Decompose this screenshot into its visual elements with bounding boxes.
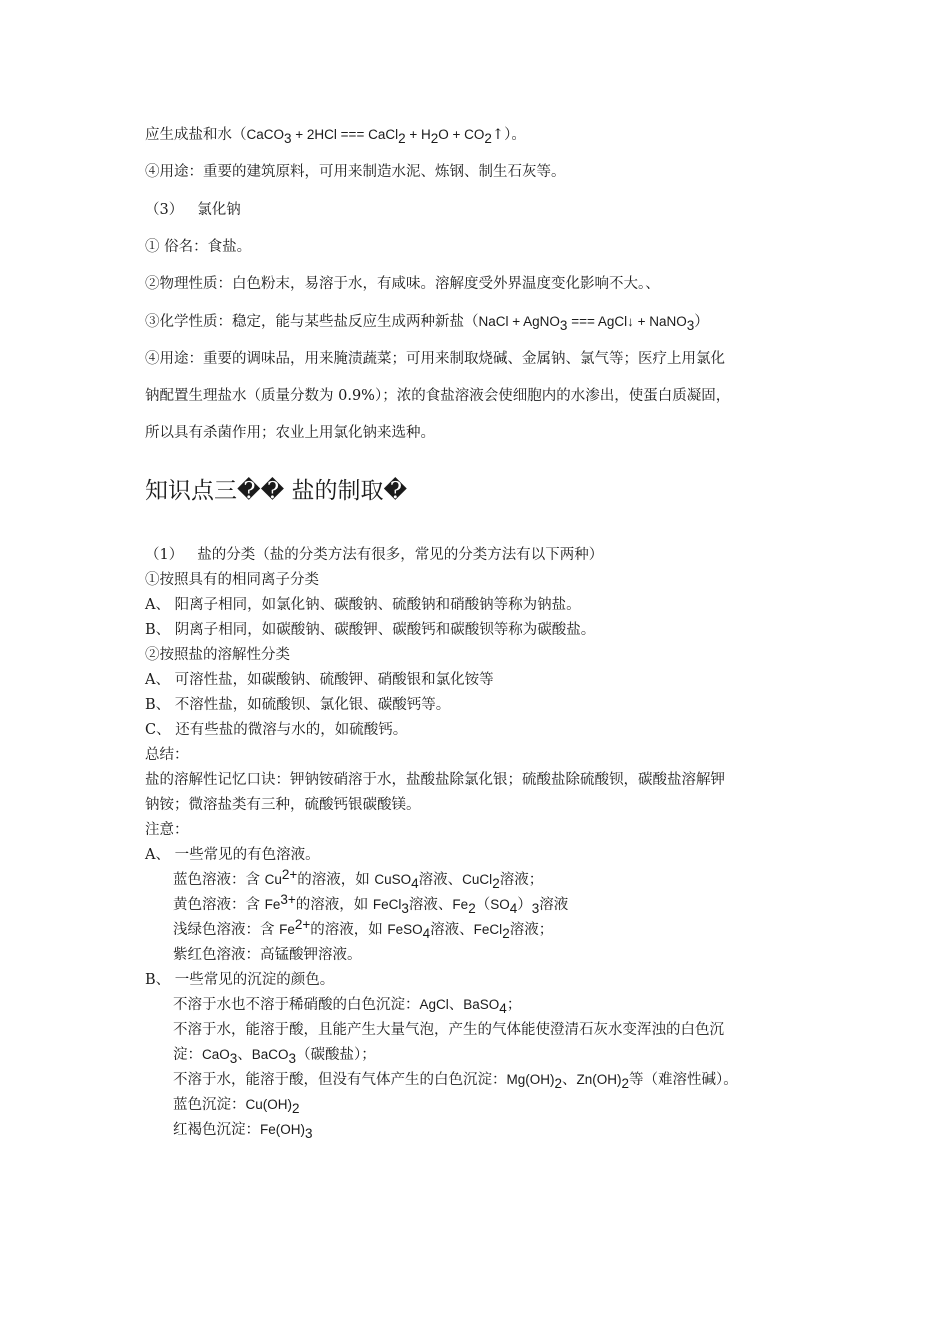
text-run: 应生成盐和水（ <box>145 127 247 143</box>
formula-run: NaCl + AgNO <box>478 314 560 329</box>
text-line <box>145 201 241 219</box>
formula-run: Mg(OH) <box>506 1072 555 1087</box>
text-line: 钠铵；微溶盐类有三种，硫酸钙银碳酸镁。 <box>145 797 421 813</box>
text-run: 、 <box>448 997 464 1013</box>
text-line: A、 一些常见的有色溶液。 <box>145 847 320 863</box>
text-line: 不溶于水，能溶于酸，且能产生大量气泡，产生的气体能使澄清石灰水变浑浊的白色沉 <box>173 1022 724 1038</box>
text-run: ； <box>506 997 522 1013</box>
text-run: 浅绿色溶液：含 <box>173 922 280 938</box>
formula-run: BaSO <box>463 997 500 1012</box>
superscript: 3+ <box>280 892 296 907</box>
text-line: ①按照具有的相同离子分类 <box>145 572 319 588</box>
text-run: ） <box>517 897 532 913</box>
text-run: ） <box>694 314 709 330</box>
text-run: 溶液、 <box>418 872 463 888</box>
text-run: 盐的分类（盐的分类方法有很多，常见的分类方法有以下两种） <box>197 547 604 563</box>
formula-run: + 2HCl === CaCl <box>291 127 399 142</box>
formula-run: FeCl <box>473 922 503 937</box>
subscript: 2 <box>621 1076 630 1091</box>
text-run: ）。 <box>504 127 526 143</box>
subscript: 2 <box>292 1101 300 1116</box>
subscript: 2 <box>484 131 492 146</box>
text-line: 盐的溶解性记忆口诀：钾钠铵硝溶于水，盐酸盐除氯化银；硫酸盐除硫酸钡，碳酸盐溶解钾 <box>145 772 725 788</box>
text-run: 溶液、 <box>430 922 474 938</box>
subscript: 3 <box>559 318 568 333</box>
formula-run: FeCl <box>372 897 402 912</box>
formula-run: Fe <box>452 897 469 912</box>
formula-run: Zn(OH) <box>576 1072 622 1087</box>
formula-run: === AgCl↓ + NaNO <box>567 314 687 329</box>
text-run: 的溶液，如 <box>297 872 375 888</box>
text-run: 淀： <box>173 1047 202 1063</box>
subscript: 2 <box>492 876 500 891</box>
text-run: 溶液； <box>509 922 554 938</box>
text-line: C、 还有些盐的微溶与水的，如硫酸钙。 <box>145 722 408 738</box>
subscript: 4 <box>509 901 518 916</box>
text-run: 溶液； <box>499 872 544 888</box>
subscript: 3 <box>288 1051 297 1066</box>
formula-run: SO <box>490 897 510 912</box>
formula-run: Fe <box>279 922 295 937</box>
subscript: 4 <box>422 926 431 941</box>
text-line <box>173 1046 376 1064</box>
gas-arrow: ↑ <box>491 127 505 143</box>
text-line: A、 阳离子相同，如氯化钠、碳酸钠、硫酸钠和硝酸钠等称为钠盐。 <box>145 597 581 613</box>
formula-run: FeSO <box>387 922 423 937</box>
text-line: B、 阴离子相同，如碳酸钠、碳酸钾、碳酸钙和碳酸钡等称为碳酸盐。 <box>145 622 596 638</box>
text-run: ③化学性质：稳定，能与某些盐反应生成两种新盐（ <box>145 314 479 330</box>
text-run: 的溶液，如 <box>295 897 373 913</box>
formula-run: Fe(OH) <box>260 1122 305 1137</box>
text-line: ②按照盐的溶解性分类 <box>145 647 290 663</box>
text-line: ④用途：重要的建筑原料，可用来制造水泥、炼钢、制生石灰等。 <box>145 164 566 180</box>
text-line <box>173 1121 313 1139</box>
text-run: 蓝色溶液：含 <box>173 872 265 888</box>
text-line: 总结： <box>145 747 189 763</box>
text-line: B、 不溶性盐，如硫酸钡、氯化银、碳酸钙等。 <box>145 697 451 713</box>
subscript: 2 <box>502 926 510 941</box>
text-line: ④用途：重要的调味品，用来腌渍蔬菜；可用来制取烧碱、金属钠、氯气等；医疗上用氯化 <box>145 351 725 367</box>
text-line: 紫红色溶液：高锰酸钾溶液。 <box>173 947 362 963</box>
text-line <box>145 126 526 144</box>
text-run: 的溶液，如 <box>310 922 388 938</box>
text-line: ②物理性质：白色粉末，易溶于水，有咸味。溶解度受外界温度变化影响不大。、 <box>145 276 660 292</box>
subscript: 2 <box>398 131 406 146</box>
text-run: 等（难溶性碱）。 <box>629 1072 738 1088</box>
formula-run: BaCO <box>251 1047 289 1062</box>
section-title: 氯化钠 <box>197 202 241 218</box>
text-line: ① 俗名：食盐。 <box>145 239 252 255</box>
formula-run: Cu(OH) <box>245 1097 292 1112</box>
subscript: 2 <box>554 1076 563 1091</box>
formula-run: CuCl <box>462 872 493 887</box>
text-line <box>173 917 554 941</box>
subscript: 2 <box>430 131 439 146</box>
text-line <box>173 996 521 1014</box>
formula-run: CaO <box>202 1047 230 1062</box>
section-heading: 知识点三�� 盐的制取� <box>145 478 408 504</box>
text-run: （碳酸盐）； <box>296 1047 376 1063</box>
subscript: 4 <box>411 876 419 891</box>
formula-run: O + CO <box>438 127 485 142</box>
formula-run: CaCO <box>246 127 285 142</box>
text-line: 钠配置生理盐水（质量分数为 0.9%）；浓的食盐溶液会使细胞内的水渗出，使蛋白质凝固， <box>145 388 731 404</box>
text-run: 不溶于水，能溶于酸，但没有气体产生的白色沉淀： <box>173 1072 507 1088</box>
text-line: A、 可溶性盐，如碳酸钠、硫酸钾、硝酸银和氯化铵等 <box>145 672 494 688</box>
text-line: B、 一些常见的沉淀的颜色。 <box>145 972 335 988</box>
text-line <box>173 1071 738 1089</box>
subscript: 3 <box>401 901 409 916</box>
text-line: 所以具有杀菌作用；农业上用氯化钠来选种。 <box>145 425 435 441</box>
subscript: 3 <box>686 318 695 333</box>
text-line <box>173 892 569 916</box>
text-line <box>145 546 603 564</box>
subscript: 3 <box>531 901 540 916</box>
text-run: 、 <box>562 1072 577 1088</box>
subscript: 3 <box>229 1051 238 1066</box>
text-line: 注意： <box>145 822 189 838</box>
text-line <box>173 867 544 891</box>
formula-run: AgCl <box>419 997 449 1012</box>
text-run: 红褐色沉淀： <box>173 1122 260 1138</box>
text-run: （ <box>475 897 491 913</box>
formula-run: Fe <box>264 897 281 912</box>
text-run: 不溶于水也不溶于稀硝酸的白色沉淀： <box>173 997 420 1013</box>
text-line <box>145 313 709 331</box>
list-number: （1） <box>145 547 184 563</box>
superscript: 2+ <box>281 867 298 882</box>
superscript: 2+ <box>294 917 311 932</box>
subscript: 3 <box>305 1126 313 1141</box>
text-run: 蓝色沉淀： <box>173 1097 246 1113</box>
formula-run: + H <box>405 127 431 142</box>
formula-run: CuSO <box>374 872 412 887</box>
text-line <box>173 1096 300 1114</box>
text-run: 溶液、 <box>408 897 453 913</box>
formula-run: Cu <box>264 872 282 887</box>
subscript: 2 <box>468 901 476 916</box>
text-run: 黄色溶液：含 <box>173 897 265 913</box>
text-run: 溶液 <box>539 897 569 913</box>
list-number: （3） <box>145 202 184 218</box>
subscript: 3 <box>284 131 292 146</box>
subscript: 4 <box>499 1001 507 1016</box>
text-run: 、 <box>237 1047 252 1063</box>
